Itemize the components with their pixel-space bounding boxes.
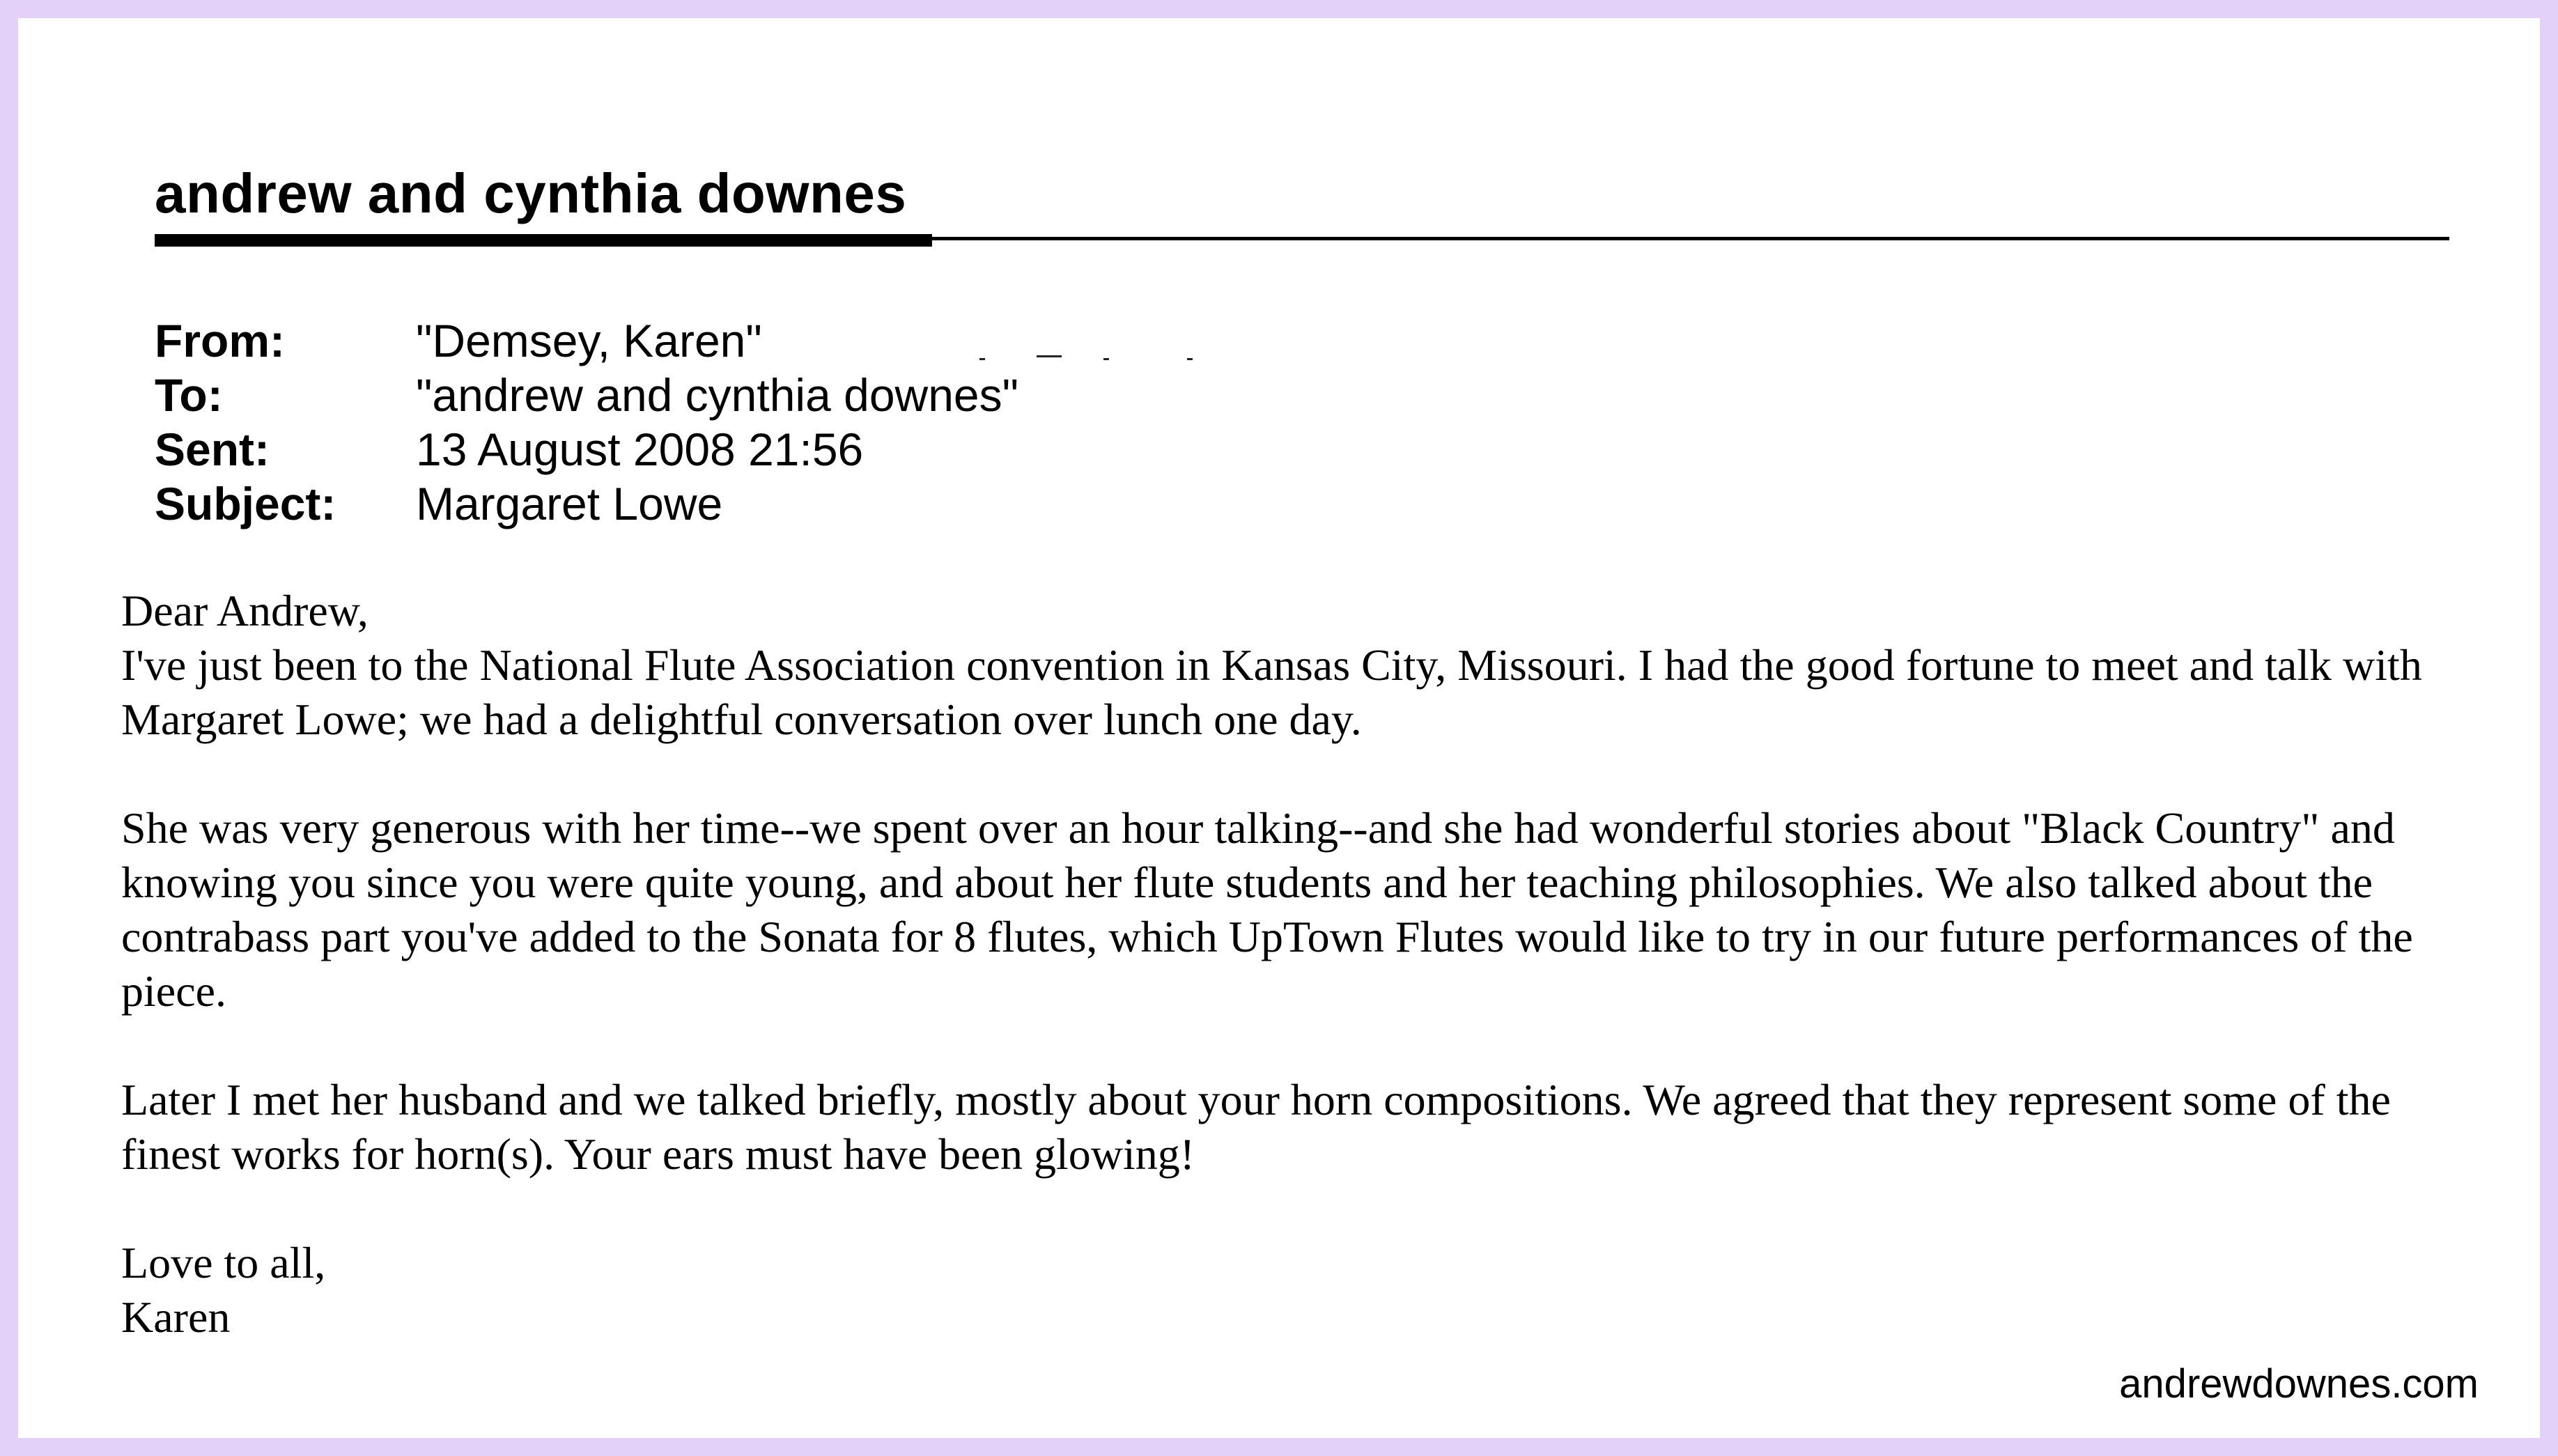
email-body [121, 584, 2490, 1345]
title-rule-thin [932, 237, 2449, 240]
title-underline-thick [155, 234, 932, 247]
subject-label: Subject: [155, 478, 336, 529]
from-label: From: [155, 315, 285, 366]
header-row-subject [155, 477, 1018, 531]
from-value: "Demsey, Karen" [416, 315, 762, 366]
sent-value: 13 August 2008 21:56 [416, 424, 864, 475]
signature: Karen [121, 1292, 231, 1342]
to-value: "andrew and cynthia downes" [416, 369, 1019, 421]
redaction-marks [979, 343, 1216, 364]
greeting: Dear Andrew, [121, 586, 369, 635]
closing: Love to all, [121, 1238, 326, 1287]
body-paragraph-3: Later I met her husband and we talked briefly, mostly about your horn compositions. We agreed that they represent some of the finest works for horn(s). Your ears must have been glowing! [121, 1075, 2391, 1179]
header-row-to [155, 368, 1018, 422]
body-paragraph-1: I've just been to the National Flute Association convention in Kansas City, Missouri. I had the good fortune to meet and talk with Margaret Lowe; we had a delightful conversation over lunch one day. [121, 640, 2422, 744]
to-label: To: [155, 369, 223, 421]
header-row-from [155, 313, 1018, 368]
subject-value: Margaret Lowe [416, 478, 723, 529]
document-title: andrew and cynthia downes [155, 162, 907, 224]
sent-label: Sent: [155, 424, 270, 475]
website-footer: andrewdownes.com [2119, 1361, 2479, 1407]
body-paragraph-2: She was very generous with her time--we spent over an hour talking--and she had wonderful stories about "Black Country" and knowing you since you were quite young, and about her flute students and her teaching philosophies. We also talked about the contrabass part you've added to the Sonata for 8 flutes, which UpTown Flutes would like to try in our future performances of the piece. [121, 803, 2413, 1016]
email-headers [155, 313, 1018, 531]
header-row-sent [155, 422, 1018, 477]
